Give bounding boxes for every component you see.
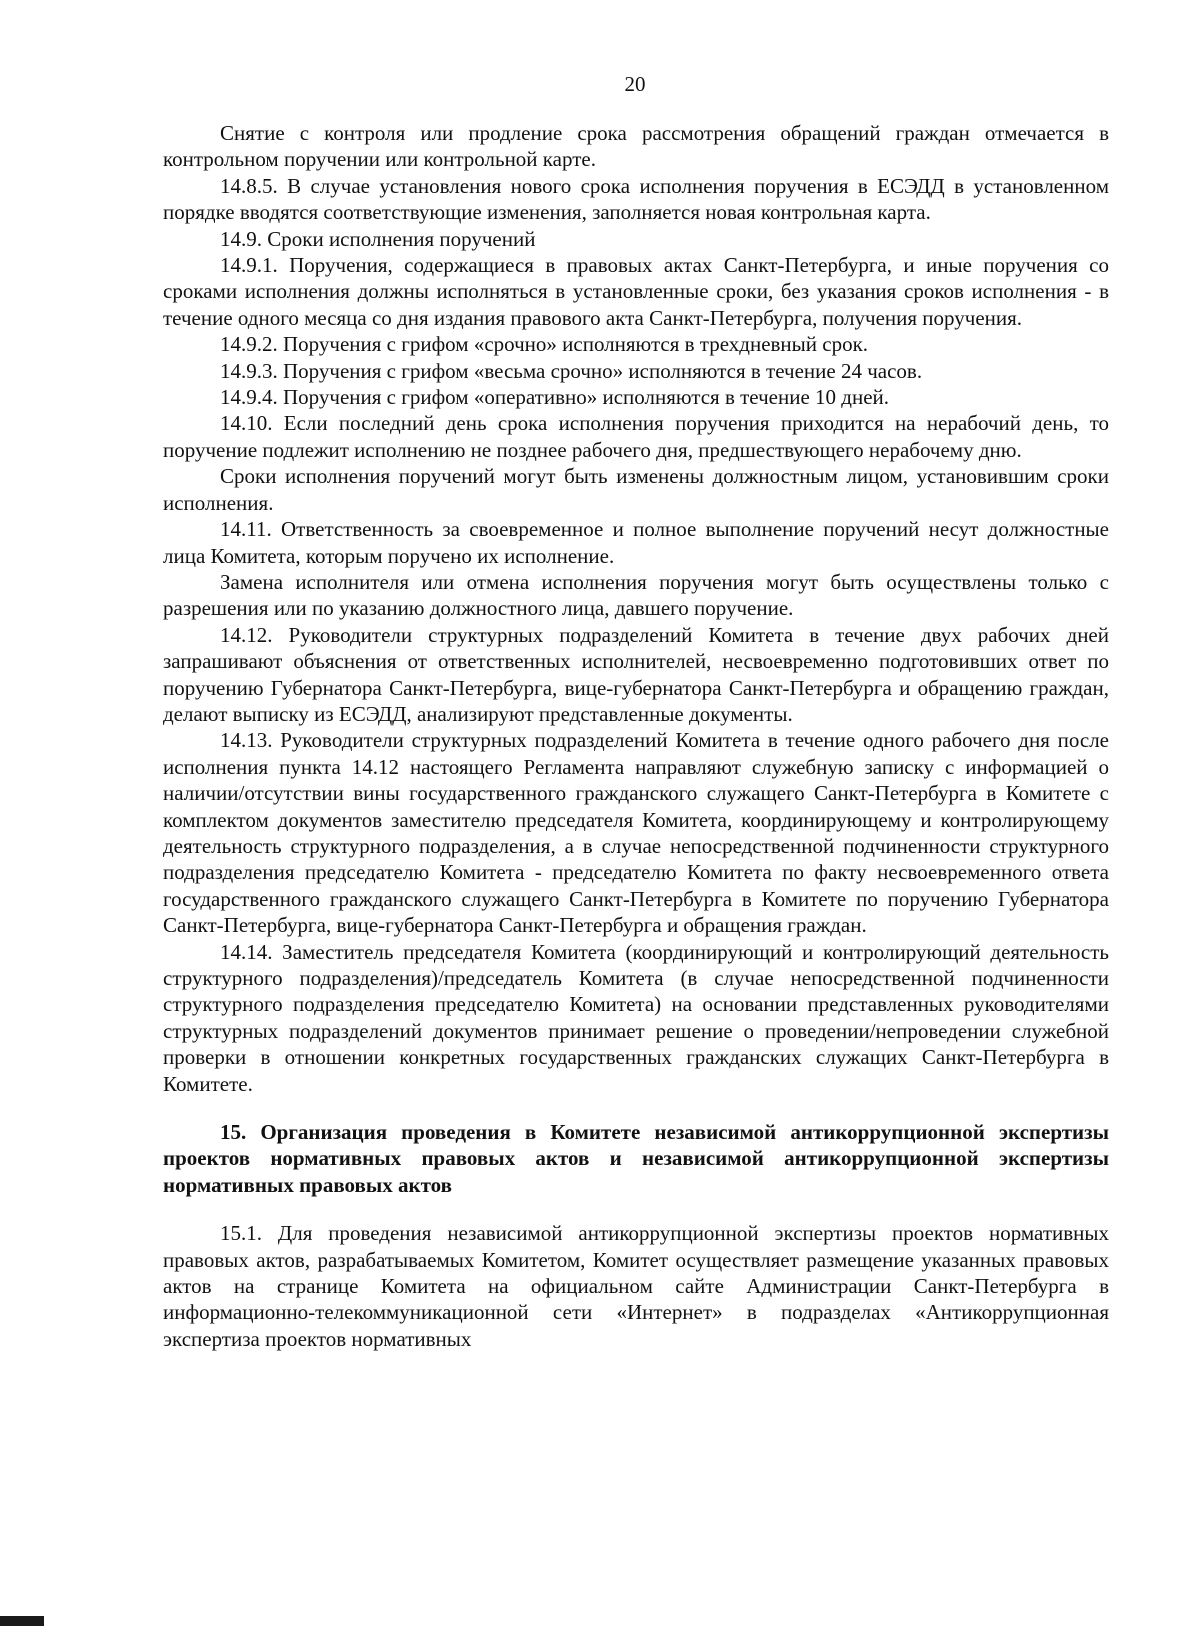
paragraph: 14.12. Руководители структурных подразделений Комитета в течение двух рабочих дней запрашивают объяснения от ответственных исполнителей, несвоевременно подготовивших ответ по поручению Губернатора Санкт-Петербурга, вице-губернатора Санкт-Петербурга и обращению граждан, делают выписку из ЕСЭДД, анализируют представленные документы. — [163, 622, 1109, 726]
document-body — [163, 120, 1109, 1352]
paragraph: 14.14. Заместитель председателя Комитета (координирующий и контролирующий деятельность структурного подразделения)/председатель Комитета (в случае непосредственной подчиненности структурного подразделения председателю Комитета) на основании представленных руководителями структурных подразделений документов принимает решение о проведении/непроведении служебной проверки в отношении конкретных государственных гражданских служащих Санкт-Петербурга в Комитете. — [163, 939, 1109, 1096]
paragraph: 14.9.4. Поручения с грифом «оперативно» исполняются в течение 10 дней. — [220, 385, 890, 410]
paragraph: Сроки исполнения поручений могут быть изменены должностным лицом, установившим сроки исполнения. — [163, 464, 1109, 515]
paragraph: 14.9.3. Поручения с грифом «весьма срочно» исполняются в течение 24 часов. — [220, 358, 923, 383]
paragraph: 14.9.2. Поручения с грифом «срочно» исполняются в трехдневный срок. — [220, 332, 869, 357]
paragraph: 14.9.1. Поручения, содержащиеся в правовых актах Санкт-Петербурга, и иные поручения со сроками исполнения должны исполняться в установленные сроки, без указания сроков исполнения - в течение одного месяца со дня издания правового акта Санкт-Петербурга, получения поручения. — [163, 253, 1109, 330]
spacer — [163, 1198, 1109, 1220]
paragraph: Замена исполнителя или отмена исполнения поручения могут быть осуществлены только с разрешения или по указанию должностного лица, давшего поручение. — [163, 569, 1109, 621]
section-heading: 15. Организация проведения в Комитете независимой антикоррупционной экспертизы проектов нормативных правовых актов и независимой антикоррупционной экспертизы нормативных правовых актов — [163, 1120, 1109, 1197]
paragraph: 14.13. Руководители структурных подразделений Комитета в течение одного рабочего дня после исполнения пункта 14.12 настоящего Регламента направляют служебную записку с информацией о наличии/отсутствии вины государственного гражданского служащего Санкт-Петербурга в Комитете с комплектом документов заместителю председателя Комитета, координирующему и контролирующему деятельность структурного подразделения, а в случае непосредственной подчиненности структурного подразделения председателю Комитета - председателю Комитета по факту несвоевременного ответа государственного гражданского служащего Санкт-Петербурга в Комитете по поручению Губернатора Санкт-Петербурга, вице-губернатора Санкт-Петербурга и обращения граждан. — [163, 728, 1109, 938]
paragraph: Снятие с контроля или продление срока рассмотрения обращений граждан отмечается в контрольном поручении или контрольной карте. — [163, 121, 1109, 172]
paragraph: 14.9. Сроки исполнения поручений — [220, 226, 536, 251]
paragraph: 15.1. Для проведения независимой антикоррупционной экспертизы проектов нормативных правовых актов, разрабатываемых Комитетом, Комитет осуществляет размещение указанных правовых актов на странице Комитета на официальном сайте Администрации Санкт-Петербурга в информационно-телекоммуникационной сети «Интернет» в подразделах «Антикоррупционная экспертиза проектов нормативных — [163, 1221, 1109, 1351]
scan-edge-mark — [0, 1616, 44, 1626]
paragraph: 14.11. Ответственность за своевременное и полное выполнение поручений несут должностные лица Комитета, которым поручено их исполнение. — [163, 517, 1109, 568]
paragraph: 14.8.5. В случае установления нового срока исполнения поручения в ЕСЭДД в установленном порядке вводятся соответствующие изменения, заполняется новая контрольная карта. — [163, 173, 1109, 225]
page-number: 20 — [624, 72, 646, 96]
paragraph: 14.10. Если последний день срока исполнения поручения приходится на нерабочий день, то поручение подлежит исполнению не позднее рабочего дня, предшествующего нерабочему дню. — [163, 411, 1109, 462]
